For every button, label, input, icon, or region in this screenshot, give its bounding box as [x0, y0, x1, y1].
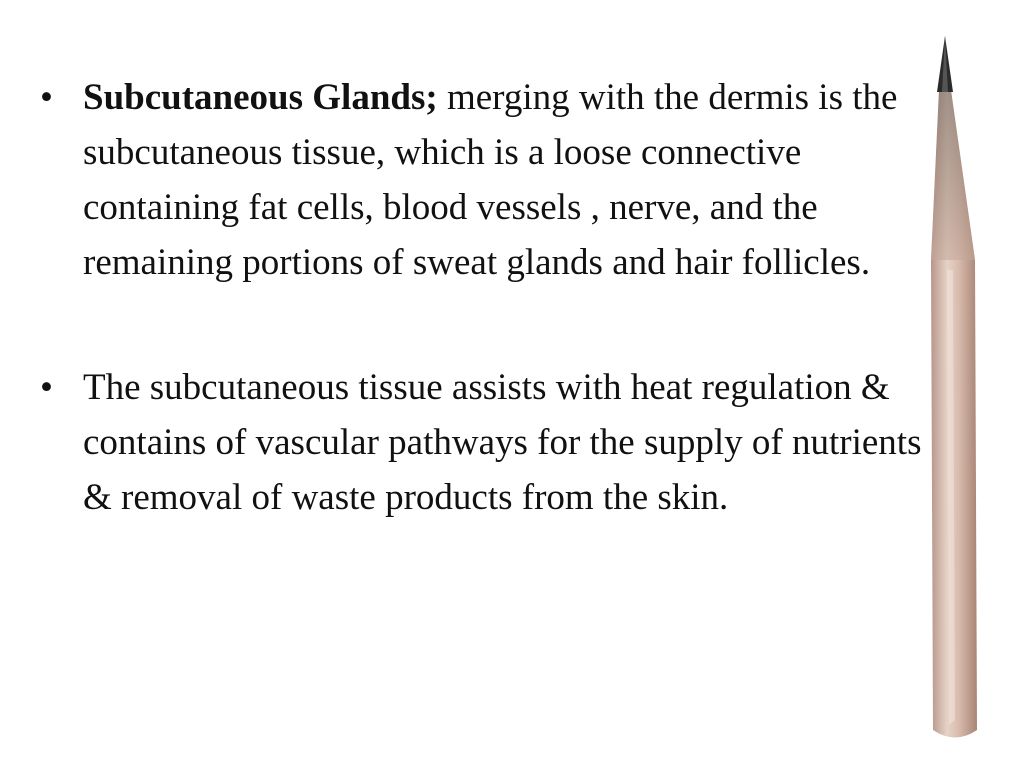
slide-content	[40, 70, 945, 595]
bullet-item-subcutaneous-glands	[40, 70, 945, 290]
bullet-item-heat-regulation	[40, 360, 945, 525]
bullet-text	[83, 70, 945, 290]
pencil-icon	[895, 30, 1005, 750]
bullet-marker: •	[40, 367, 53, 408]
bullet-heading: Subcutaneous Glands;	[83, 77, 438, 118]
bullet-body: The subcutaneous tissue assists with heat regulation & contains of vascular pathways for the supply of nutrients & removal of waste products from the skin.	[83, 367, 922, 518]
bullet-body: merging with the dermis is the subcutaneous tissue, which is a loose connective containing fat cells, blood vessels , nerve, and the remaining portions of sweat glands and hair follicles.	[83, 77, 898, 283]
bullet-marker: •	[40, 77, 53, 118]
